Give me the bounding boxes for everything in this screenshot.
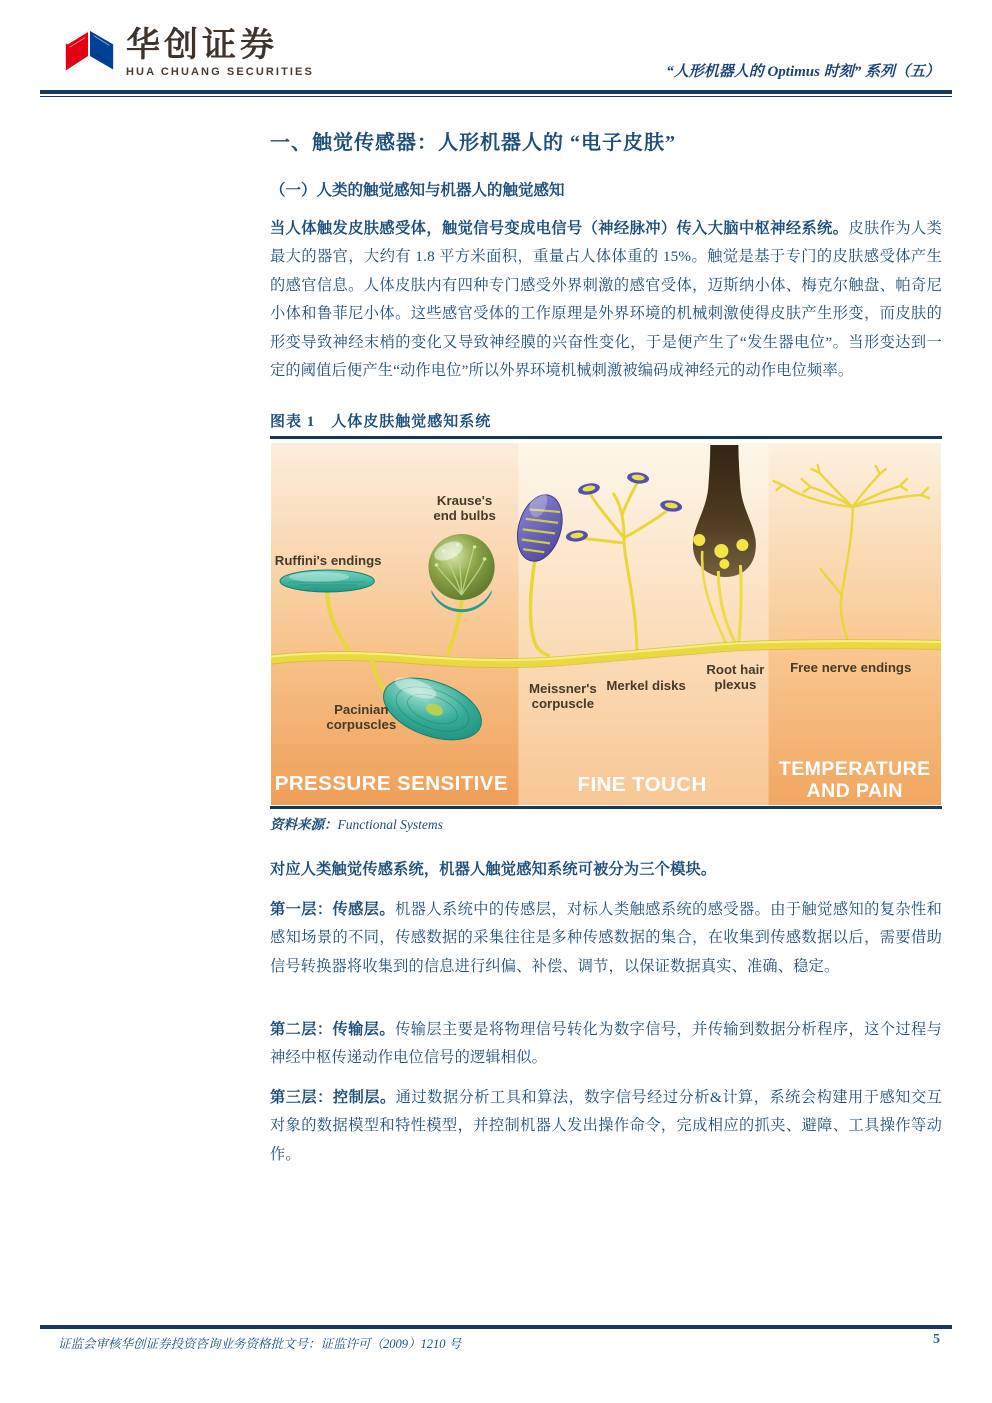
paragraph-layer2-lead: 第二层：传输层。 — [270, 1021, 396, 1038]
root-hair-label-line1: Root hair — [706, 662, 765, 677]
page-number: 5 — [933, 1332, 940, 1347]
figure-source-label: 资料来源： — [270, 817, 338, 832]
paragraph-layer3-lead: 第三层：控制层。 — [270, 1089, 396, 1106]
figure-source — [270, 813, 942, 833]
root-hair-label-line2: plexus — [714, 677, 757, 692]
logo-text-cn: 华创证券 — [126, 26, 278, 64]
logo-text-en: HUA CHUANG SECURITIES — [126, 66, 314, 78]
logo-cube-icon — [60, 26, 118, 84]
paragraph-layer3 — [270, 1084, 942, 1169]
pacinian-label-line2: corpuscles — [326, 717, 397, 732]
ruffini-label: Ruffini's endings — [274, 553, 382, 568]
paragraph-intro-lead: 当人体触发皮肤感受体，触觉信号变成电信号（神经脉冲）传入大脑中枢神经系统。 — [270, 220, 849, 237]
krause-label-line1: Krause's — [436, 493, 493, 508]
figure-rule-top — [270, 436, 942, 439]
ruffini-endings-graphic — [280, 570, 374, 592]
zone-temp-label-line2: AND PAIN — [806, 780, 903, 802]
pacinian-label-line1: Pacinian — [334, 702, 389, 717]
report-series-title: “人形机器人的 Optimus 时刻” 系列（五） — [666, 64, 940, 80]
zone-fine-touch-label: FINE TOUCH — [577, 773, 707, 796]
paragraph-modules: 对应人类触觉传感系统，机器人触觉感知系统可被分为三个模块。 — [270, 861, 717, 878]
krause-label-line2: end bulbs — [433, 508, 496, 523]
paragraph-layer1-body: 机器人系统中的传感层，对标人类触感系统的感受器。由于触觉感知的复杂性和感知场景的不同，传感数据的采集往往是多种传感数据的集合，在收集到传感数据以后，需要借助信号转换器将收集到的信息进行纠偏、补偿、调节，以保证数据真实、准确、稳定。 — [270, 901, 943, 975]
header-rule-thick — [40, 90, 952, 94]
paragraph-layer1-lead: 第一层：传感层。 — [270, 901, 396, 918]
section-heading: 一、触觉传感器：人形机器人的 “电子皮肤” — [270, 132, 676, 154]
header-rule-thin — [40, 96, 952, 98]
paragraph-layer3-body: 通过数据分析工具和算法，数字信号经过分析&计算，系统会构建用于感知交互对象的数据模型和特性模型，并控制机器人发出操作命令，完成相应的抓夹、避障、工具操作等动作。 — [270, 1089, 942, 1163]
paragraph-intro — [270, 215, 942, 385]
paragraph-layer2 — [270, 1016, 942, 1073]
paragraph-intro-body: 皮肤作为人类最大的器官，大约有 1.8 平方米面积，重量占人体体重的 15%。触觉是基于专门的皮肤感受体产生的感官信息。人体皮肤内有四种专门感受外界刺激的感官受体，迈斯纳小体、梅克尔触盘、帕奇尼小体和鲁菲尼小体。这些感官受体的工作原理是外界环境的机械刺激使得皮肤产生形变，而皮肤的形变导致神经末梢的变化又导致神经膜的兴奋性变化，于是便产生了“发生器电位”。当形变达到一定的阈值后便产生“动作电位”所以外界环境机械刺激被编码成神经元的动作电位频率。 — [270, 220, 942, 380]
paragraph-layer2-body: 传输层主要是将物理信号转化为数字信号，并传输到数据分析程序，这个过程与神经中枢传递动作电位信号的逻辑相似。 — [270, 1021, 943, 1067]
skin-receptors-illustration — [271, 443, 941, 805]
figure-source-value: Functional Systems — [337, 817, 443, 832]
paragraph-layer1 — [270, 896, 942, 981]
figure-rule-bottom — [270, 806, 942, 809]
meissner-label-line1: Meissner's — [528, 681, 597, 696]
free-nerve-label: Free nerve endings — [790, 660, 912, 675]
figure-caption: 图表 1 人体皮肤触觉感知系统 — [270, 414, 492, 430]
footer-license-text: 证监会审核华创证券投资咨询业务资格批文号：证监许可（2009）1210 号 — [58, 1337, 462, 1351]
footer-rule — [40, 1325, 952, 1329]
meissner-label-line2: corpuscle — [531, 696, 595, 711]
figure-skin-touch-system — [271, 443, 941, 805]
subsection-heading: （一）人类的触觉感知与机器人的触觉感知 — [270, 182, 565, 199]
zone-temp-band — [768, 443, 941, 805]
zone-pressure-label: PRESSURE SENSITIVE — [274, 772, 509, 795]
zone-temp-label-line1: TEMPERATURE — [778, 758, 931, 780]
merkel-label: Merkel disks — [606, 678, 686, 693]
company-logo — [60, 26, 314, 84]
